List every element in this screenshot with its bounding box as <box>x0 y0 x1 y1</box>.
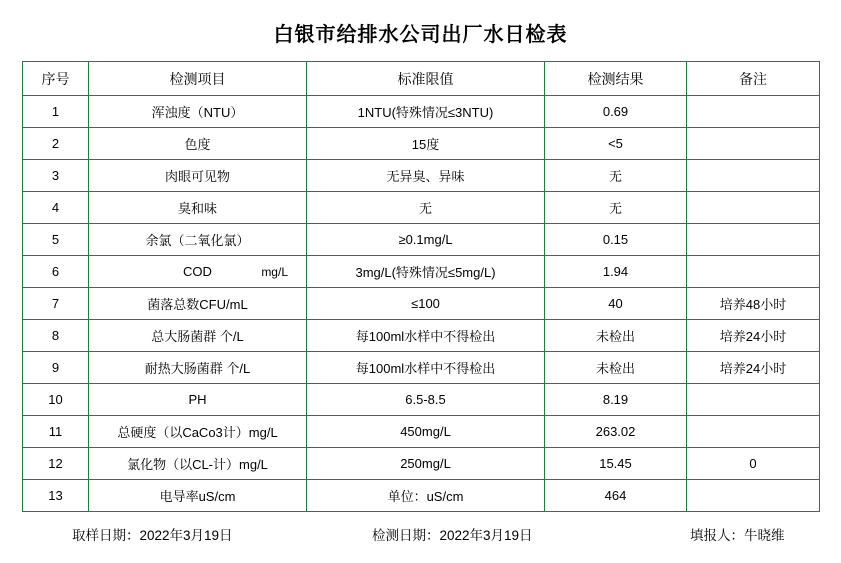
cell-remark <box>687 128 820 160</box>
cell-no: 7 <box>23 288 89 320</box>
cell-result: 未检出 <box>545 352 687 384</box>
cell-result: 8.19 <box>545 384 687 416</box>
cell-item-name: 总大肠菌群 个/L <box>151 329 244 344</box>
cell-std: 1NTU(特殊情况≤3NTU) <box>307 96 545 128</box>
cell-no: 11 <box>23 416 89 448</box>
cell-item-name: 肉眼可见物 <box>164 169 230 184</box>
cell-no: 9 <box>23 352 89 384</box>
cell-result: 0.15 <box>545 224 687 256</box>
cell-std: 250mg/L <box>307 448 545 480</box>
cell-std: 每100ml水样中不得检出 <box>307 352 545 384</box>
cell-std: 450mg/L <box>307 416 545 448</box>
cell-result: 263.02 <box>545 416 687 448</box>
table-row <box>23 288 820 320</box>
cell-remark <box>687 480 820 512</box>
cell-no: 8 <box>23 320 89 352</box>
table-row <box>23 480 820 512</box>
cell-no: 13 <box>23 480 89 512</box>
cell-no: 1 <box>23 96 89 128</box>
cell-remark <box>687 256 820 288</box>
cell-std: 15度 <box>307 128 545 160</box>
reporter-label: 填报人：牛晓维 <box>690 528 785 543</box>
cell-no: 3 <box>23 160 89 192</box>
table-row <box>23 160 820 192</box>
cell-std: 6.5-8.5 <box>307 384 545 416</box>
cell-result: 无 <box>545 192 687 224</box>
cell-no: 4 <box>23 192 89 224</box>
cell-item-name: 电导率uS/cm <box>159 489 236 504</box>
cell-remark <box>687 160 820 192</box>
cell-remark: 培养48小时 <box>687 288 820 320</box>
column-header-result: 检测结果 <box>545 62 687 96</box>
test-date-label: 检测日期：2022年3月19日 <box>372 528 533 543</box>
cell-item-name: 菌落总数CFU/mL <box>147 297 248 312</box>
sampling-date-label: 取样日期：2022年3月19日 <box>72 528 233 543</box>
cell-item <box>89 128 307 160</box>
cell-result: 464 <box>545 480 687 512</box>
cell-item <box>89 96 307 128</box>
page-title: 白银市给排水公司出厂水日检表 <box>273 24 568 46</box>
cell-no: 5 <box>23 224 89 256</box>
cell-std: 单位：uS/cm <box>307 480 545 512</box>
cell-item <box>89 448 307 480</box>
table-row <box>23 96 820 128</box>
table-row <box>23 416 820 448</box>
cell-item <box>89 192 307 224</box>
table-row <box>23 256 820 288</box>
table-row <box>23 224 820 256</box>
cell-std: ≥0.1mg/L <box>307 224 545 256</box>
cell-item <box>89 256 307 288</box>
cell-remark: 培养24小时 <box>687 320 820 352</box>
cell-item <box>89 224 307 256</box>
table-row <box>23 448 820 480</box>
cell-item-name: 臭和味 <box>177 201 217 216</box>
cell-remark <box>687 384 820 416</box>
cell-std: 每100ml水样中不得检出 <box>307 320 545 352</box>
cell-item-name: 余氯（二氧化氯） <box>145 233 250 248</box>
cell-item-name: 总硬度（以CaCo3计）mg/L <box>117 425 278 440</box>
cell-item <box>89 288 307 320</box>
cell-item-name: 色度 <box>184 137 211 152</box>
column-header-std: 标准限值 <box>307 62 545 96</box>
cell-remark <box>687 224 820 256</box>
column-header-item: 检测项目 <box>89 62 307 96</box>
table-row <box>23 320 820 352</box>
table-body <box>23 96 820 512</box>
cell-item-name: PH <box>188 392 207 407</box>
cell-std: 3mg/L(特殊情况≤5mg/L) <box>307 256 545 288</box>
cell-item-name: 浑浊度（NTU） <box>151 105 244 120</box>
cell-item <box>89 160 307 192</box>
cell-result: 无 <box>545 160 687 192</box>
cell-no: 12 <box>23 448 89 480</box>
cell-item-name: 耐热大肠菌群 个/L <box>144 361 251 376</box>
cell-remark <box>687 96 820 128</box>
cell-no: 2 <box>23 128 89 160</box>
table-row <box>23 384 820 416</box>
water-quality-table <box>22 61 820 512</box>
table-header <box>23 62 820 96</box>
cell-item <box>89 352 307 384</box>
column-header-no: 序号 <box>23 62 89 96</box>
cell-result: 1.94 <box>545 256 687 288</box>
cell-result: 未检出 <box>545 320 687 352</box>
cell-item-name: COD <box>183 264 212 279</box>
cell-item-name: 氯化物（以CL-计）mg/L <box>127 457 268 472</box>
cell-item <box>89 416 307 448</box>
cell-result: 0.69 <box>545 96 687 128</box>
cell-item-unit: mg/L <box>261 264 288 279</box>
cell-no: 6 <box>23 256 89 288</box>
column-header-remark: 备注 <box>687 62 820 96</box>
table-container <box>0 61 841 512</box>
cell-std: 无 <box>307 192 545 224</box>
cell-std: 无异臭、异味 <box>307 160 545 192</box>
table-row <box>23 128 820 160</box>
cell-result: <5 <box>545 128 687 160</box>
table-row <box>23 352 820 384</box>
cell-item <box>89 384 307 416</box>
cell-item <box>89 320 307 352</box>
cell-remark: 培养24小时 <box>687 352 820 384</box>
cell-remark <box>687 192 820 224</box>
cell-remark <box>687 416 820 448</box>
report-footer <box>0 512 841 544</box>
cell-item <box>89 480 307 512</box>
cell-remark: 0 <box>687 448 820 480</box>
table-header-row <box>23 62 820 96</box>
cell-result: 15.45 <box>545 448 687 480</box>
table-row <box>23 192 820 224</box>
cell-no: 10 <box>23 384 89 416</box>
cell-std: ≤100 <box>307 288 545 320</box>
cell-result: 40 <box>545 288 687 320</box>
